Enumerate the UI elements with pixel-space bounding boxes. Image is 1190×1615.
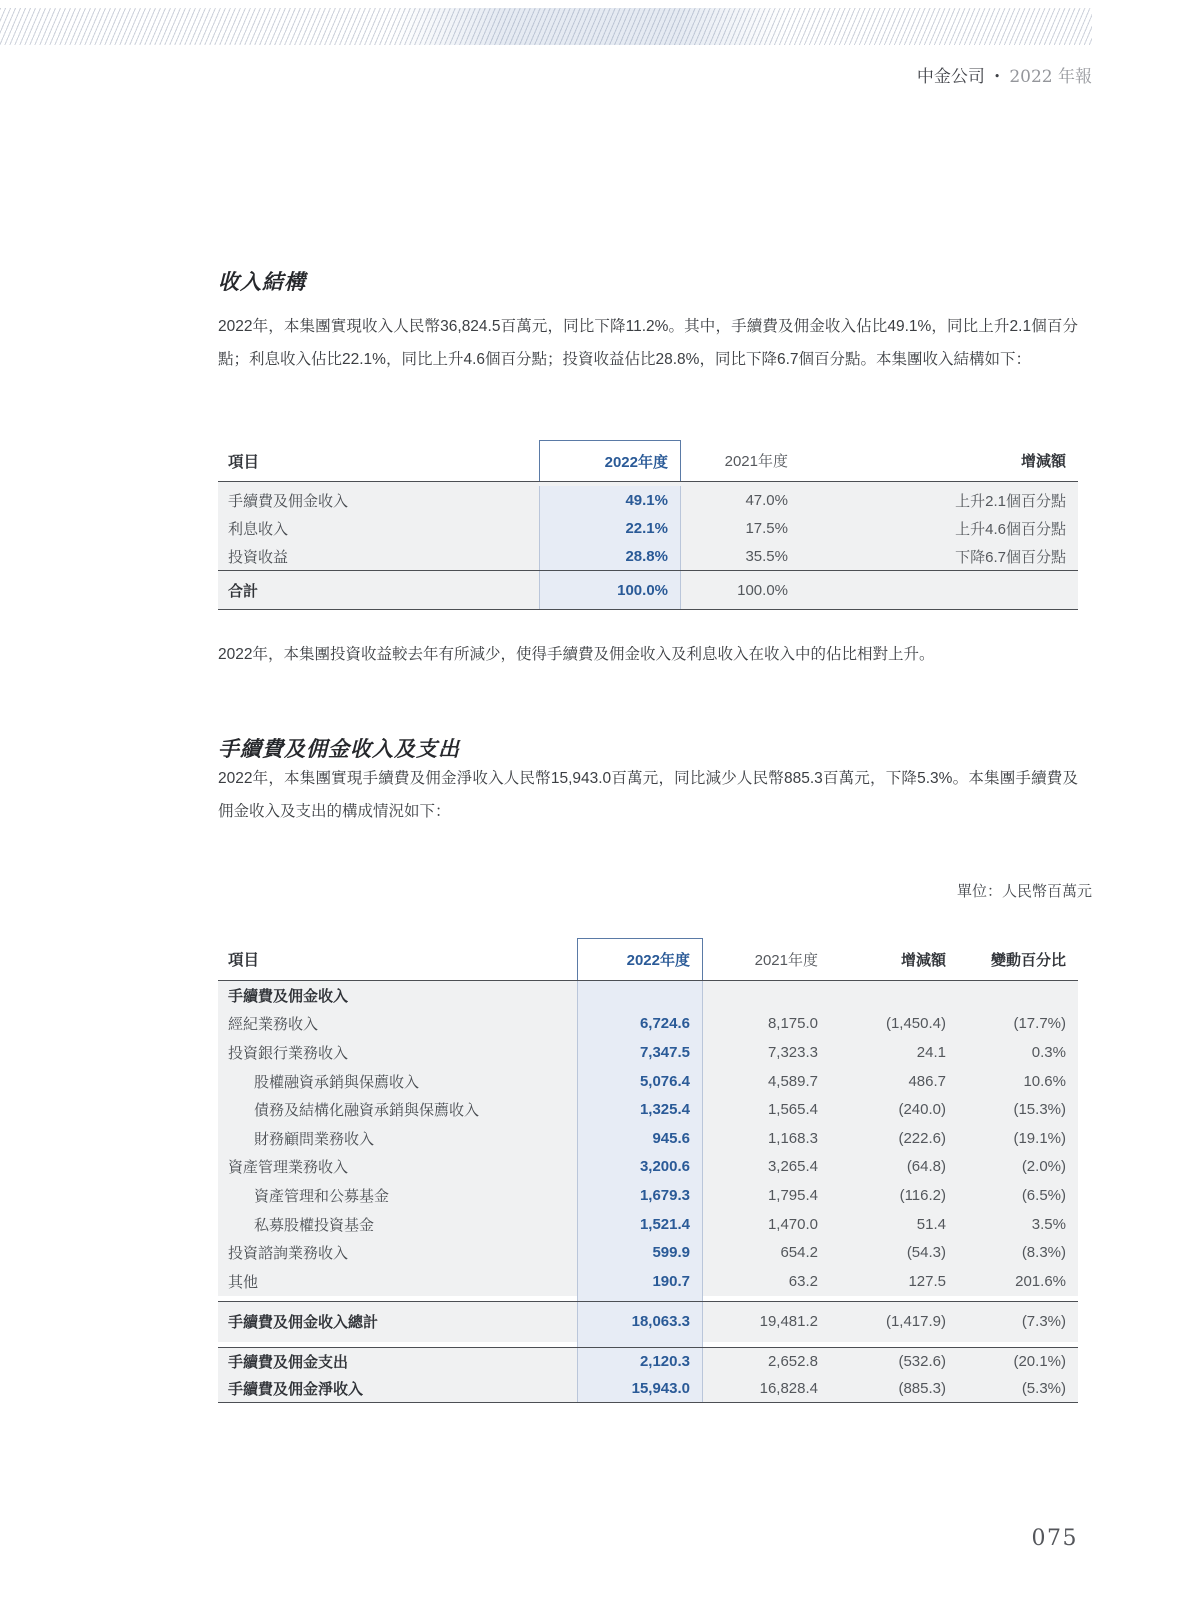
cell-change-value: 51.4 <box>916 1215 946 1233</box>
cell-item-label: 手續費及佣金收入 <box>228 987 349 1005</box>
cell-2022-value <box>577 981 703 1010</box>
table-row <box>218 1095 1078 1124</box>
fees-table <box>218 938 1078 1403</box>
cell-2021-value: 1,795.4 <box>767 1186 818 1204</box>
table-row <box>218 1267 1078 1296</box>
cell-pct-value: (8.3%) <box>1021 1244 1066 1262</box>
cell-2021-value: 3,265.4 <box>767 1158 818 1176</box>
revenue-structure-summary: 2022年，本集團投資收益較去年有所減少，使得手續費及佣金收入及利息收入在收入中的佔比相對上升。 <box>218 646 935 663</box>
table-total-block <box>218 570 1078 609</box>
cell-2022-value: 6,724.6 <box>577 1010 703 1039</box>
cell-item-label: 投資諮詢業務收入 <box>228 1245 349 1263</box>
cell-2022-value: 15,943.0 <box>577 1375 703 1402</box>
cell-item-label: 資產管理業務收入 <box>228 1159 349 1177</box>
cell-item-label: 股權融資承銷與保薦收入 <box>254 1073 420 1091</box>
cell-2021-value: 1,168.3 <box>767 1129 818 1147</box>
table-row <box>218 1348 1078 1375</box>
cell-change-value: (240.0) <box>898 1101 946 1119</box>
cell-pct-value: 10.6% <box>1023 1072 1066 1090</box>
table-row <box>218 1238 1078 1267</box>
cell-2022-value: 18,063.3 <box>577 1302 703 1342</box>
cell-item-label: 投資收益 <box>228 548 289 566</box>
cell-2021-value: 47.0% <box>745 491 788 509</box>
cell-2021-value: 16,828.4 <box>759 1379 818 1397</box>
column-header-pct: 變動百分比 <box>990 951 1066 969</box>
page-number: 075 <box>1031 1526 1078 1551</box>
cell-2021-value: 2,652.8 <box>767 1352 818 1370</box>
table-row <box>218 1302 1078 1342</box>
cell-change-value: (1,417.9) <box>885 1313 946 1331</box>
cell-2021-value: 35.5% <box>745 547 788 565</box>
cell-2022-value: 1,325.4 <box>577 1095 703 1124</box>
table-body <box>218 482 1078 570</box>
cell-2021-value: 17.5% <box>745 519 788 537</box>
cell-item-label: 手續費及佣金支出 <box>228 1353 349 1371</box>
column-header-change: 增減額 <box>1020 453 1066 470</box>
cell-item-label: 債務及結構化融資承銷與保薦收入 <box>254 1102 480 1120</box>
cell-2021-value: 1,565.4 <box>767 1101 818 1119</box>
table-row <box>218 1210 1078 1239</box>
cell-2021-value: 8,175.0 <box>767 1015 818 1033</box>
table-row <box>218 1181 1078 1210</box>
table-row <box>218 1124 1078 1153</box>
gap-cell <box>577 1296 703 1301</box>
cell-change-value: (532.6) <box>898 1352 946 1370</box>
cell-2022-value: 100.0% <box>539 571 681 609</box>
table-row <box>218 1375 1078 1402</box>
column-header-change: 增減額 <box>900 951 946 969</box>
cell-item-label: 其他 <box>228 1273 259 1291</box>
table-body <box>218 981 1078 1402</box>
cell-change-value: (885.3) <box>898 1379 946 1397</box>
table-row <box>218 981 1078 1010</box>
cell-2021-value: 63.2 <box>788 1272 818 1290</box>
table-header-row <box>218 938 1078 981</box>
column-header-2022: 2022年度 <box>539 440 681 481</box>
column-header-2021: 2021年度 <box>724 453 788 470</box>
section-title-revenue-structure: 收入結構 <box>218 269 306 294</box>
column-header-2021: 2021年度 <box>754 951 818 969</box>
cell-pct-value: (19.1%) <box>1013 1129 1066 1147</box>
cell-item-label: 資產管理和公募基金 <box>254 1187 390 1205</box>
cell-2022-value: 2,120.3 <box>577 1348 703 1375</box>
cell-item-label: 手續費及佣金淨收入 <box>228 1380 364 1398</box>
cell-2022-value: 945.6 <box>577 1124 703 1153</box>
cell-2021-value: 19,481.2 <box>759 1313 818 1331</box>
cell-pct-value: (6.5%) <box>1021 1186 1066 1204</box>
cell-2022-value: 599.9 <box>577 1238 703 1267</box>
table-row <box>218 1038 1078 1067</box>
decorative-hatch-band <box>0 8 1092 45</box>
table-row <box>218 486 1078 514</box>
running-header <box>0 62 1092 87</box>
cell-pct-value: (5.3%) <box>1021 1379 1066 1397</box>
cell-item-label: 財務顧問業務收入 <box>254 1130 375 1148</box>
cell-2022-value: 1,521.4 <box>577 1210 703 1239</box>
cell-pct-value: 201.6% <box>1015 1272 1066 1290</box>
table-row <box>218 1153 1078 1182</box>
table-row <box>218 514 1078 542</box>
cell-2022-value: 3,200.6 <box>577 1153 703 1182</box>
table-section-block <box>218 1301 1078 1342</box>
column-header-item: 項目 <box>228 952 260 969</box>
revenue-structure-intro: 2022年，本集團實現收入人民幣36,824.5百萬元，同比下降11.2%。其中，手續費及佣金收入佔比49.1%，同比上升2.1個百分點；利息收入佔比22.1%，同比上升4.6個百分點；投資收益佔比28.8%，同比下降6.7個百分點。本集團收入結構如下： <box>218 318 1078 368</box>
section-title-fees: 手續費及佣金收入及支出 <box>218 736 460 761</box>
column-header-2022: 2022年度 <box>577 938 703 980</box>
cell-item-label: 私募股權投資基金 <box>254 1216 375 1234</box>
cell-pct-value: (7.3%) <box>1021 1313 1066 1331</box>
report-year-label: 2022 年報 <box>1009 67 1092 87</box>
cell-2022-value: 49.1% <box>539 486 681 514</box>
cell-pct-value: (2.0%) <box>1021 1158 1066 1176</box>
cell-item-label: 手續費及佣金收入總計 <box>228 1314 379 1332</box>
cell-item-label: 手續費及佣金收入 <box>228 492 349 510</box>
cell-pct-value: 0.3% <box>1031 1043 1066 1061</box>
cell-item-label: 利息收入 <box>228 520 289 538</box>
cell-2021-value: 7,323.3 <box>767 1043 818 1061</box>
cell-change-value: (222.6) <box>898 1129 946 1147</box>
cell-2022-value: 5,076.4 <box>577 1067 703 1096</box>
table-section-block <box>218 981 1078 1296</box>
cell-item-label: 合計 <box>228 582 259 600</box>
table-section-block <box>218 1347 1078 1402</box>
fees-intro: 2022年，本集團實現手續費及佣金淨收入人民幣15,943.0百萬元，同比減少人民幣885.3百萬元，下降5.3%。本集團手續費及佣金收入及支出的構成情況如下： <box>218 770 1078 820</box>
cell-2022-value: 7,347.5 <box>577 1038 703 1067</box>
cell-pct-value: (15.3%) <box>1013 1101 1066 1119</box>
cell-2021-value: 654.2 <box>780 1244 818 1262</box>
cell-2021-value: 100.0% <box>737 581 788 599</box>
table-row <box>218 1067 1078 1096</box>
table-header-row <box>218 440 1078 482</box>
cell-item-label: 投資銀行業務收入 <box>228 1044 349 1062</box>
cell-2021-value: 4,589.7 <box>767 1072 818 1090</box>
cell-change-value: 上升2.1個百分點 <box>955 492 1066 510</box>
cell-change-value: 486.7 <box>908 1072 946 1090</box>
gap-cell <box>577 1342 703 1347</box>
cell-item-label: 經紀業務收入 <box>228 1016 319 1034</box>
separator-dot: • <box>993 70 1001 83</box>
cell-2022-value: 22.1% <box>539 514 681 542</box>
unit-note: 單位：人民幣百萬元 <box>956 883 1092 900</box>
cell-pct-value: (17.7%) <box>1013 1015 1066 1033</box>
cell-change-value: 下降6.7個百分點 <box>955 548 1066 566</box>
table-row <box>218 1010 1078 1039</box>
cell-pct-value: (20.1%) <box>1013 1352 1066 1370</box>
table-row <box>218 571 1078 609</box>
cell-change-value: (54.3) <box>906 1244 946 1262</box>
column-header-item: 項目 <box>228 453 260 471</box>
cell-2022-value: 190.7 <box>577 1267 703 1296</box>
cell-2022-value: 28.8% <box>539 542 681 570</box>
cell-change-value: (64.8) <box>906 1158 946 1176</box>
cell-2021-value: 1,470.0 <box>767 1215 818 1233</box>
cell-2022-value: 1,679.3 <box>577 1181 703 1210</box>
revenue-structure-table <box>218 440 1078 610</box>
table-row <box>218 542 1078 570</box>
cell-change-value: 上升4.6個百分點 <box>955 520 1066 538</box>
cell-pct-value: 3.5% <box>1031 1215 1066 1233</box>
cell-change-value: (1,450.4) <box>885 1015 946 1033</box>
cell-change-value: 127.5 <box>908 1272 946 1290</box>
cell-change-value: (116.2) <box>899 1186 946 1204</box>
cell-change-value: 24.1 <box>916 1043 946 1061</box>
company-name: 中金公司 <box>916 67 985 87</box>
